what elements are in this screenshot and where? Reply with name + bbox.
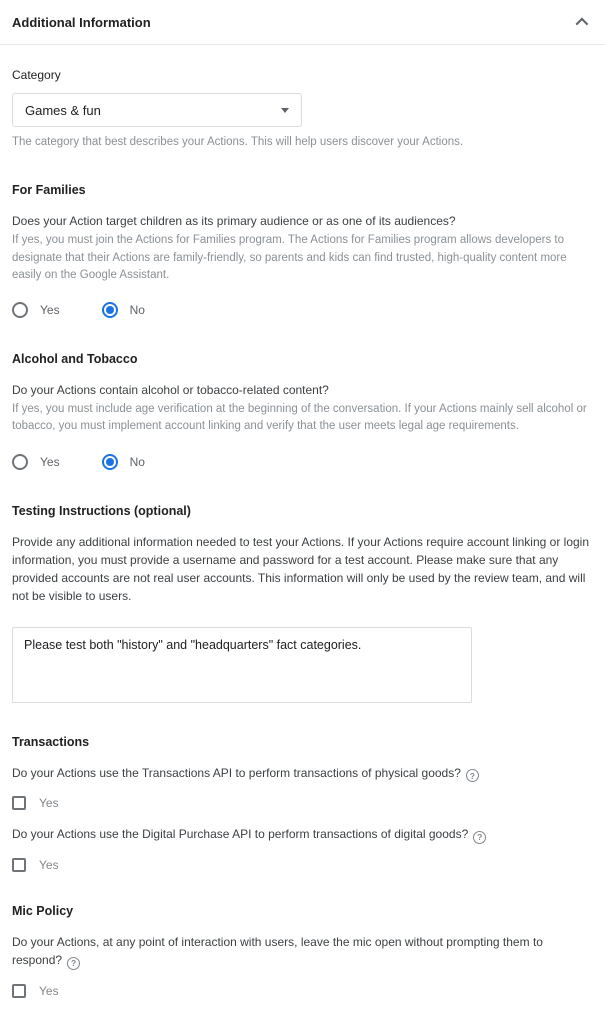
alcohol-tobacco-radio-group <box>12 454 593 472</box>
section-header <box>12 0 593 30</box>
radio-unselected-icon <box>12 454 28 470</box>
for-families-section <box>12 183 593 320</box>
radio-label: No <box>129 303 145 317</box>
alcohol-tobacco-radio-no[interactable] <box>102 454 145 470</box>
transactions-heading: Transactions <box>12 734 90 749</box>
mic-policy-section <box>12 904 593 998</box>
checkbox-unchecked-icon <box>12 858 26 872</box>
category-selected-value: Games & fun <box>25 102 101 118</box>
radio-label: No <box>129 454 145 469</box>
alcohol-tobacco-heading: Alcohol and Tobacco <box>12 352 138 366</box>
transactions-physical-checkbox-row[interactable] <box>12 796 593 810</box>
help-icon[interactable]: ? <box>67 957 80 970</box>
collapse-chevron-icon[interactable] <box>576 18 589 31</box>
transactions-digital-question <box>12 825 593 844</box>
for-families-question: Does your Action target children as its primary audience or as one of its audiences? <box>12 214 456 229</box>
for-families-heading: For Families <box>12 183 86 198</box>
checkbox-label: Yes <box>39 796 59 811</box>
checkbox-label: Yes <box>39 984 59 999</box>
mic-policy-question <box>12 933 593 970</box>
testing-instructions-heading: Testing Instructions (optional) <box>12 503 191 518</box>
mic-policy-checkbox-row[interactable] <box>12 984 593 998</box>
radio-unselected-icon <box>12 302 28 318</box>
mic-policy-heading: Mic Policy <box>12 904 74 919</box>
alcohol-tobacco-section <box>12 352 593 472</box>
checkbox-unchecked-icon <box>12 984 26 998</box>
dropdown-caret-icon <box>281 108 289 113</box>
category-select[interactable] <box>12 93 302 127</box>
radio-label: Yes <box>40 303 60 317</box>
transactions-physical-question <box>12 764 593 783</box>
checkbox-unchecked-icon <box>12 796 26 810</box>
checkbox-label: Yes <box>39 858 59 873</box>
alcohol-tobacco-helper: If yes, you must include age verification at the beginning of the conversation. If your Actions mainly sell alcohol or tobacco, you must implement account linking and verify that the user meets legal age requirements. <box>12 403 587 433</box>
testing-instructions-description: Provide any additional information needed to test your Actions. If your Actions require account linking or login information, you must provide a username and password for a test account. Please make sure that any provided accounts are not real user accounts. This information will only be used by the review team, and will not be visible to users. <box>12 534 590 603</box>
for-families-radio-yes[interactable] <box>12 302 60 318</box>
transactions-digital-checkbox-row[interactable] <box>12 858 593 872</box>
category-field <box>12 68 593 151</box>
radio-selected-icon <box>102 302 118 318</box>
category-label: Category <box>12 68 61 82</box>
question-text: Do your Actions, at any point of interaction with users, leave the mic open without prompting them to respond? <box>12 935 543 968</box>
alcohol-tobacco-question: Do your Actions contain alcohol or tobacco-related content? <box>12 383 329 397</box>
help-icon[interactable]: ? <box>473 831 486 844</box>
question-text: Do your Actions use the Transactions API to perform transactions of physical goods? <box>12 765 461 780</box>
header-divider <box>0 44 605 45</box>
question-text: Do your Actions use the Digital Purchase API to perform transactions of digital goods? <box>12 827 469 842</box>
page-title: Additional Information <box>12 15 151 30</box>
help-icon[interactable]: ? <box>466 769 479 782</box>
for-families-radio-no[interactable] <box>102 302 145 318</box>
testing-instructions-input[interactable] <box>12 627 472 703</box>
for-families-helper: If yes, you must join the Actions for Families program. The Actions for Families program allows developers to designate that their Actions are family-friendly, so parents and kids can find trusted, high-quality content more easily on the Google Assistant. <box>12 234 567 281</box>
alcohol-tobacco-radio-yes[interactable] <box>12 454 60 470</box>
for-families-radio-group <box>12 302 593 320</box>
transactions-section <box>12 735 593 873</box>
category-helper-text: The category that best describes your Actions. This will help users discover your Actions. <box>12 136 464 148</box>
radio-label: Yes <box>40 454 60 469</box>
testing-instructions-section <box>12 504 593 703</box>
radio-selected-icon <box>102 454 118 470</box>
